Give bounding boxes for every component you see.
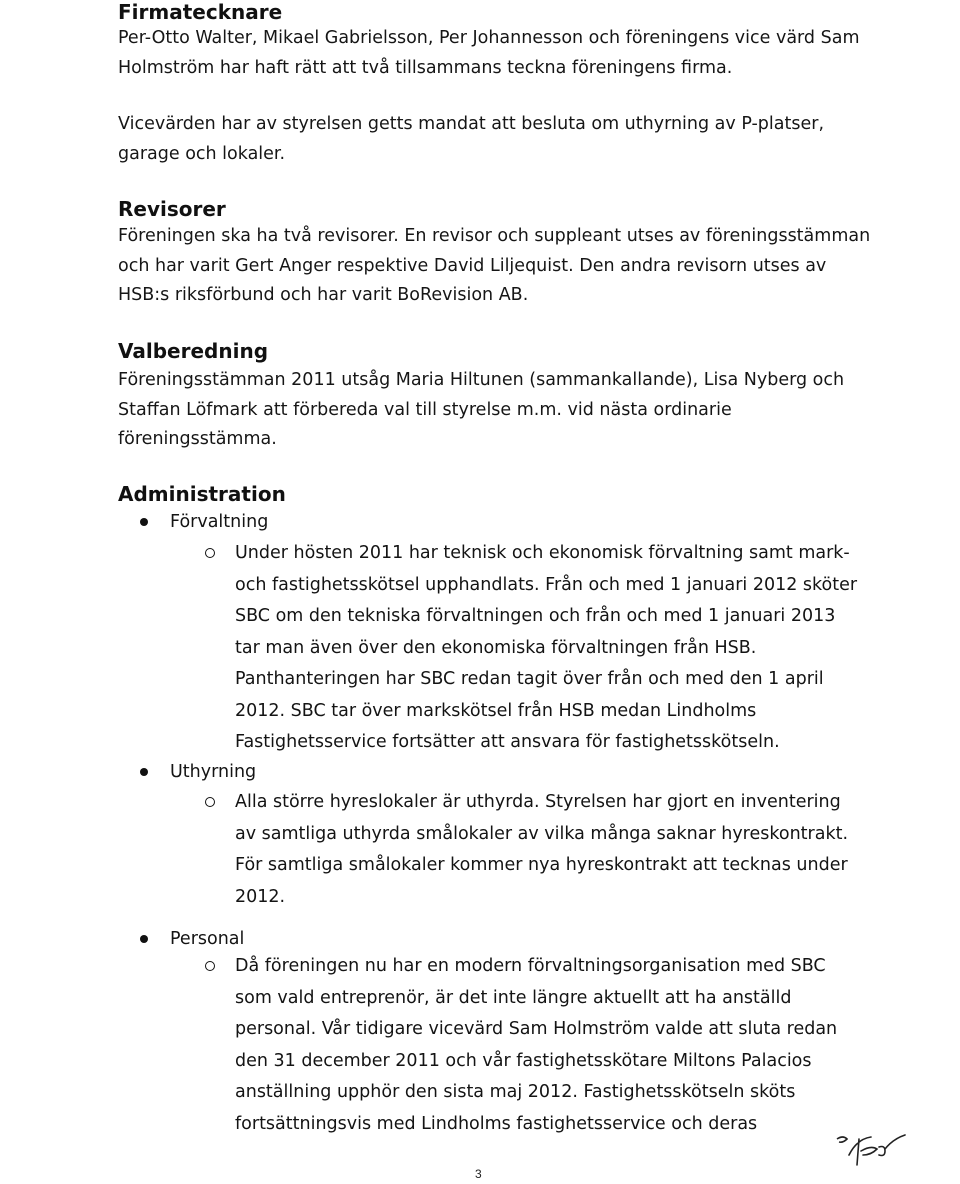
paragraph-valberedning: Föreningsstämman 2011 utsåg Maria Hiltunen (sammankallande), Lisa Nyberg och Staffan Löfmark att förbereda val till styrelse m.m. vid nästa ordinarie föreningsstämma. bbox=[118, 370, 845, 449]
bullet-label: Personal bbox=[170, 929, 245, 949]
paragraph-vicevard: Vicevärden har av styrelsen getts mandat att besluta om uthyrning av P-platser, garage och lokaler. bbox=[118, 114, 825, 164]
subbullet-forvaltning bbox=[205, 538, 865, 759]
bullet-dot bbox=[140, 518, 148, 526]
bullet-label: Uthyrning bbox=[170, 762, 257, 782]
bullet-personal bbox=[140, 929, 244, 949]
subbullet-text: Då föreningen nu har en modern förvaltningsorganisation med SBC som vald entreprenör, är det inte längre aktuellt att ha anställd personal. Vår tidigare vicevärd Sam Holmström valde att sluta redan den 31 december 2011 och vår fastighetsskötare Miltons Palacios anställning upphör den sista maj 2012. Fastighetsskötseln sköts fortsättningsvis med Lindholms fastighetsservice och deras bbox=[235, 956, 838, 1134]
bullet-dot bbox=[140, 935, 148, 943]
circle-bullet-icon bbox=[205, 797, 215, 807]
bullet-dot bbox=[140, 768, 148, 776]
paragraph-revisorer: Föreningen ska ha två revisorer. En revisor och suppleant utses av föreningsstämman och har varit Gert Anger respektive David Liljequist. Den andra revisorn utses av HSB:s riksförbund och har varit BoRevision AB. bbox=[118, 226, 871, 305]
heading-administration: Administration bbox=[118, 482, 286, 506]
subbullet-text: Alla större hyreslokaler är uthyrda. Styrelsen har gjort en inventering av samtliga uthyrda smålokaler av vilka många saknar hyreskontrakt. För samtliga smålokaler kommer nya hyreskontrakt att tecknas under 2012. bbox=[235, 792, 849, 907]
subbullet-text: Under hösten 2011 har teknisk och ekonomisk förvaltning samt mark- och fastighetsskötsel upphandlats. Från och med 1 januari 2012 sköter SBC om den tekniska förvaltningen och från och med 1 januari 2013 tar man även över den ekonomiska förvaltningen från HSB. Panthanteringen har SBC redan tagit över från och med den 1 april 2012. SBC tar över markskötsel från HSB medan Lindholms Fastighetsservice fortsätter att ansvara för fastighetsskötseln. bbox=[235, 543, 858, 752]
paragraph-firmatecknare: Per-Otto Walter, Mikael Gabrielsson, Per Johannesson och föreningens vice värd Sam Holmström har haft rätt att två tillsammans teckna föreningens firma. bbox=[118, 28, 860, 78]
bullet-label: Förvaltning bbox=[170, 512, 269, 532]
bullet-uthyrning bbox=[140, 762, 256, 782]
subbullet-uthyrning bbox=[205, 787, 865, 913]
subbullet-personal bbox=[205, 951, 865, 1140]
heading-valberedning: Valberedning bbox=[118, 339, 269, 363]
heading-revisorer: Revisorer bbox=[118, 197, 226, 221]
circle-bullet-icon bbox=[205, 961, 215, 971]
handwritten-initials bbox=[835, 1125, 915, 1175]
circle-bullet-icon bbox=[205, 548, 215, 558]
bullet-forvaltning bbox=[140, 512, 268, 532]
heading-firmatecknare: Firmatecknare bbox=[118, 0, 283, 24]
page-number: 3 bbox=[475, 1167, 482, 1181]
